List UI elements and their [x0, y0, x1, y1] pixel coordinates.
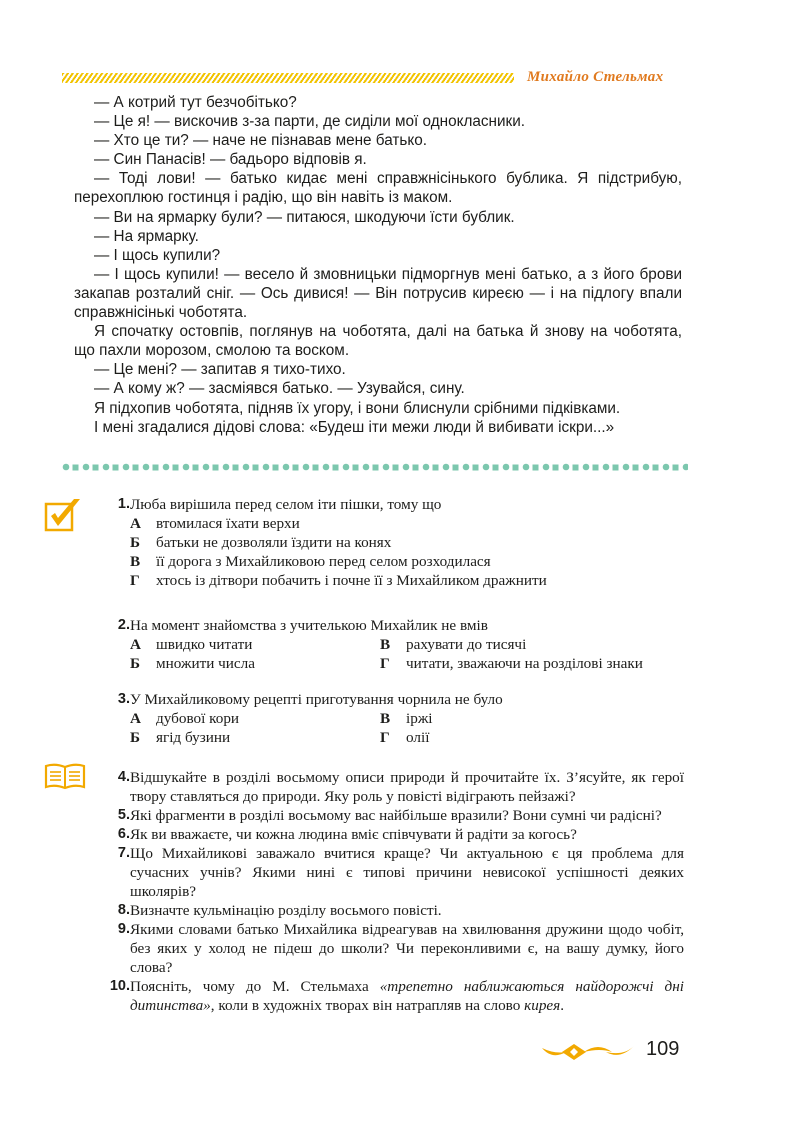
divider-dot	[323, 464, 330, 471]
divider-dot	[333, 465, 339, 471]
question-9	[100, 920, 684, 977]
divider-dot	[173, 465, 179, 471]
running-header-author: Михайло Стельмах	[527, 69, 664, 85]
option-text: швидко читати	[156, 636, 253, 653]
question-text: Як ви вважаєте, чи кожна людина вміє співчувати й радіти за когось?	[130, 826, 577, 843]
question-2	[100, 616, 684, 635]
question-8	[100, 901, 684, 920]
story-paragraph: — Хто це ти? — наче не пізнавав мене батько.	[94, 132, 427, 150]
story-excerpt	[74, 93, 682, 437]
story-paragraph: Я спочатку остовпів, поглянув на чоботята, далі на батька й знову на чоботята, що пахли морозом, смолою та воском.	[74, 323, 682, 360]
option-text: ягід бузини	[156, 729, 231, 746]
divider-dot	[513, 465, 519, 471]
story-paragraph: — А котрий тут безчобітько?	[94, 94, 297, 111]
question-text: Визначте кульмінацію розділу восьмого повісті.	[130, 902, 442, 919]
divider-dot	[533, 465, 539, 471]
question-4	[100, 768, 684, 806]
question-number: 10.	[109, 978, 130, 994]
answer-option	[130, 654, 380, 673]
question-number: 3.	[117, 691, 130, 707]
divider-dot	[143, 464, 150, 471]
divider-dot	[463, 464, 470, 471]
answer-option	[130, 709, 380, 728]
story-paragraph: — Це я! — вискочив з-за парти, де сиділи мої однокласники.	[94, 113, 526, 131]
divider-dot	[433, 465, 439, 471]
story-paragraph: — А кому ж? — засміявся батько. — Узувайся, сину.	[94, 380, 465, 398]
divider-dot	[353, 465, 359, 471]
divider-dot	[633, 465, 639, 471]
divider-dot	[493, 465, 499, 471]
header-decorative-stripe	[62, 73, 514, 83]
divider-dot	[593, 465, 599, 471]
divider-dot	[73, 465, 79, 471]
questions-section	[100, 495, 684, 1015]
divider-dot	[453, 465, 459, 471]
divider-dot	[303, 464, 310, 471]
divider-dot	[223, 464, 230, 471]
question-number: 8.	[117, 902, 130, 918]
question-number: 9.	[117, 921, 130, 937]
story-paragraph: — Це мені? — запитав я тихо-тихо.	[94, 361, 346, 379]
divider-dot	[103, 464, 110, 471]
option-text: батьки не дозволяли їздити на конях	[156, 534, 392, 551]
divider-dot	[183, 464, 190, 471]
divider-dot	[683, 464, 688, 471]
divider-dot	[253, 465, 259, 471]
divider-dot	[563, 464, 570, 471]
option-letter: Б	[130, 729, 141, 746]
question-number: 7.	[117, 845, 130, 861]
section-divider-ornament	[62, 462, 688, 472]
divider-dot	[63, 464, 70, 471]
answer-option	[130, 514, 684, 533]
divider-dot	[473, 465, 479, 471]
question-number: 1.	[117, 496, 130, 512]
divider-dot	[293, 465, 299, 471]
option-text: втомилася їхати верхи	[156, 515, 300, 532]
answer-option	[130, 571, 684, 590]
divider-dot	[613, 465, 619, 471]
option-text: її дорога з Михайликовою перед селом розходилася	[156, 553, 491, 570]
option-letter: Б	[130, 655, 141, 672]
answer-option	[130, 635, 380, 654]
divider-dot	[653, 465, 659, 471]
option-letter: Г	[130, 572, 140, 589]
divider-dot	[603, 464, 610, 471]
question-number: 4.	[117, 769, 130, 785]
divider-dot	[263, 464, 270, 471]
option-letter: Г	[380, 729, 390, 746]
divider-dot	[193, 465, 199, 471]
option-text: рахувати до тисячі	[406, 636, 527, 653]
option-text: іржі	[406, 710, 433, 727]
option-letter: А	[130, 636, 141, 653]
divider-dot	[583, 464, 590, 471]
question-text: Що Михайликові заважало вчитися краще? Чи актуальною є ця проблема для сучасних учнів? Якими нині є типові причини невисокої успішності деяких школярів?	[130, 845, 684, 900]
answer-option	[380, 654, 684, 673]
divider-dot	[413, 465, 419, 471]
divider-dot	[443, 464, 450, 471]
story-paragraph: Я підхопив чоботята, підняв їх угору, і вони блиснули срібними підківками.	[94, 399, 621, 417]
divider-dot	[213, 465, 219, 471]
option-text: читати, зважаючи на розділові знаки	[406, 655, 643, 672]
answer-option	[130, 728, 380, 747]
question-7	[100, 844, 684, 901]
divider-dot	[313, 465, 319, 471]
answer-option	[380, 635, 684, 654]
divider-dot	[483, 464, 490, 471]
divider-dot	[523, 464, 530, 471]
divider-dot	[283, 464, 290, 471]
divider-dot	[363, 464, 370, 471]
answer-options	[100, 709, 684, 747]
divider-dot	[553, 465, 559, 471]
divider-dot	[123, 464, 130, 471]
answer-option	[130, 552, 684, 571]
question-text: У Михайликовому рецепті приготування чорнила не було	[130, 691, 503, 708]
divider-dot	[343, 464, 350, 471]
divider-dot	[543, 464, 550, 471]
divider-dot	[233, 465, 239, 471]
divider-dot	[673, 465, 679, 471]
question-text: Поясніть, чому до М. Стельмаха «трепетно наближаються найдорожчі дні дитинства», коли в художніх творах він натрапляв на слово кирея.	[130, 978, 684, 1014]
page-number: 109	[646, 1038, 680, 1060]
divider-dot	[133, 465, 139, 471]
divider-dot	[243, 464, 250, 471]
divider-dot	[203, 464, 210, 471]
story-paragraph: — Син Панасів! — бадьоро відповів я.	[94, 151, 367, 169]
divider-dot	[113, 465, 119, 471]
checkmark-test-icon	[44, 496, 84, 534]
divider-dot	[643, 464, 650, 471]
divider-dot	[403, 464, 410, 471]
story-paragraph: — На ярмарку.	[94, 227, 199, 245]
option-letter: Г	[380, 655, 390, 672]
question-number: 2.	[117, 617, 130, 633]
question-text: На момент знайомства з учителькою Михайлик не вмів	[130, 617, 488, 634]
divider-dot	[153, 465, 159, 471]
option-text: олії	[406, 729, 430, 746]
option-text: хтось із дітвори побачить і почне її з Михайликом дражнити	[156, 572, 547, 589]
answer-option	[380, 728, 684, 747]
question-number: 5.	[117, 807, 130, 823]
story-paragraph: — І щось купили?	[94, 246, 221, 264]
option-letter: В	[130, 553, 141, 570]
question-number: 6.	[117, 826, 130, 842]
decorative-ornament-icon	[540, 1038, 636, 1066]
option-letter: В	[380, 636, 391, 653]
divider-dot	[93, 465, 99, 471]
answer-options	[100, 514, 684, 590]
divider-dot	[393, 465, 399, 471]
question-6	[100, 825, 684, 844]
italic-quote: «трепетно наближаються найдорожчі дні дитинства»	[130, 978, 684, 1014]
divider-dot	[163, 464, 170, 471]
divider-dot	[423, 464, 430, 471]
option-text: дубової кори	[156, 710, 240, 727]
option-letter: А	[130, 710, 141, 727]
divider-dot	[83, 464, 90, 471]
story-paragraph: — І щось купили! — весело й змовницьки підморгнув мені батько, а з його брови закапав розталий сніг. — Ось дивися! — Він потрусив киреєю — і на підлогу впали справжнісінькі чоботята.	[74, 265, 682, 322]
divider-dot	[503, 464, 510, 471]
story-paragraph: — Ви на ярмарку були? — питаюся, шкодуючи їсти бублик.	[94, 208, 515, 226]
open-book-icon	[44, 762, 86, 790]
divider-dot	[273, 465, 279, 471]
question-text: Люба вирішила перед селом іти пішки, тому що	[130, 496, 442, 513]
question-3	[100, 690, 684, 709]
divider-dot	[573, 465, 579, 471]
story-paragraph: — Тоді лови! — батько кидає мені справжнісінького бублика. Я підстрибую, перехоплюю гостинця і радію, що він навіть із маком.	[74, 170, 682, 207]
answer-option	[130, 533, 684, 552]
option-text: множити числа	[156, 655, 255, 672]
italic-word: кирея	[524, 997, 561, 1014]
option-letter: А	[130, 515, 141, 532]
question-5	[100, 806, 684, 825]
question-text: Які фрагменти в розділі восьмому вас найбільше вразили? Вони сумні чи радісні?	[130, 807, 662, 824]
question-text: Якими словами батько Михайлика відреагував на хвилювання дружини щодо чобіт, без яких у холод не підеш до школи? Чи переконливими є, на вашу думку, його слова?	[130, 921, 684, 976]
divider-dot	[663, 464, 670, 471]
divider-dot	[623, 464, 630, 471]
answer-option	[380, 709, 684, 728]
story-paragraph: І мені згадалися дідові слова: «Будеш іти межи люди й вибивати іскри...»	[94, 418, 615, 436]
divider-dot	[383, 464, 390, 471]
option-letter: Б	[130, 534, 141, 551]
question-1	[100, 495, 684, 514]
answer-options	[100, 635, 684, 673]
option-letter: В	[380, 710, 391, 727]
question-text: Відшукайте в розділі восьмому описи природи й прочитайте їх. З’ясуйте, як герої твору ставляться до природи. Яку роль у повісті відіграють пейзажі?	[130, 769, 684, 805]
divider-dot	[373, 465, 379, 471]
question-10	[100, 977, 684, 1015]
